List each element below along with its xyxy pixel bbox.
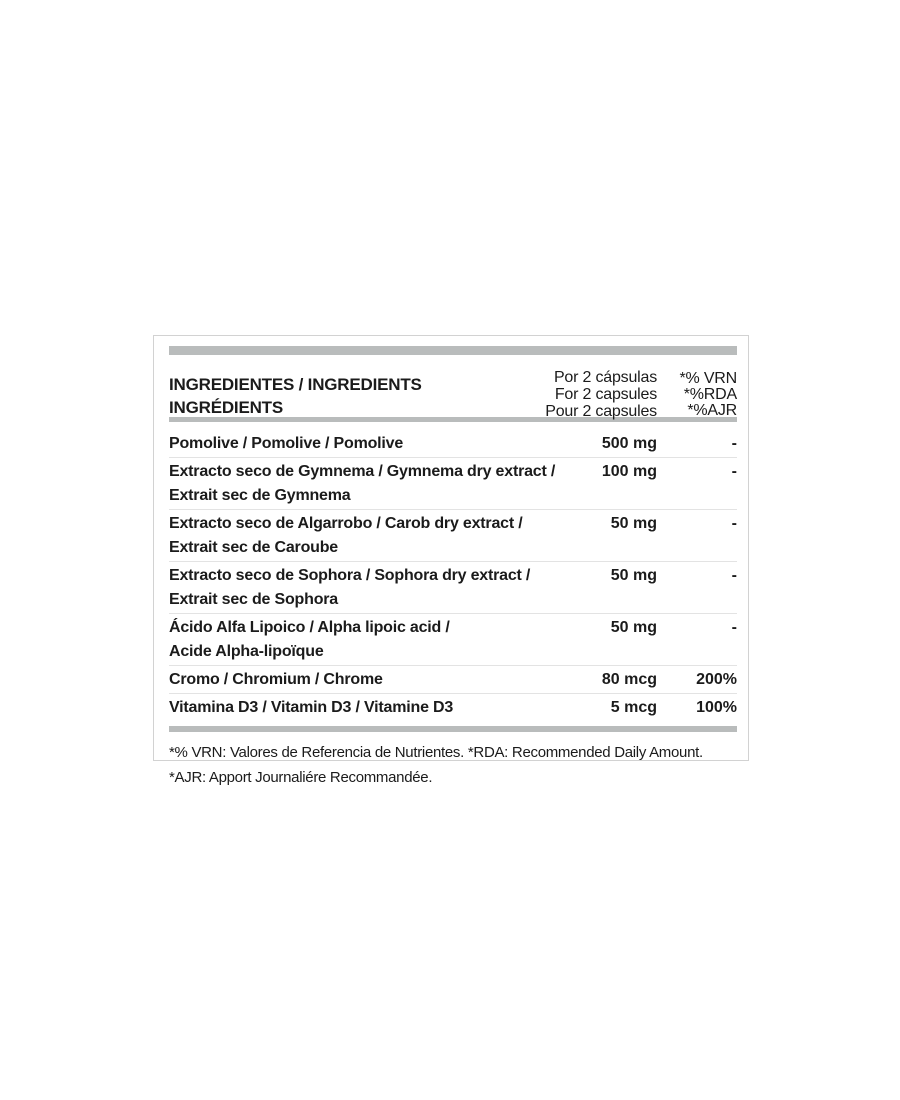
ingredient-name <box>169 564 589 612</box>
ingredient-name-line1: Extracto seco de Gymnema / Gymnema dry extract / <box>169 463 556 480</box>
ingredient-quantity: 500 mg <box>601 435 657 452</box>
ingredient-name-line1: Extracto seco de Sophora / Sophora dry extract / <box>169 567 531 584</box>
ingredient-percent: 200% <box>696 671 737 688</box>
ingredient-quantity: 80 mcg <box>601 671 657 688</box>
table-body <box>169 422 737 721</box>
ingredient-name <box>169 512 589 560</box>
ingredient-name <box>169 460 589 508</box>
ingredient-percent: - <box>731 619 737 636</box>
ingredient-percent: 100% <box>696 699 737 716</box>
ingredient-name-line1: Vitamina D3 / Vitamin D3 / Vitamine D3 <box>169 699 454 716</box>
top-divider <box>169 346 737 355</box>
table-row <box>169 510 737 562</box>
header-pct-line3: *%AJR <box>687 402 737 419</box>
table-row <box>169 430 737 458</box>
ingredient-name <box>169 432 589 456</box>
ingredient-percent: - <box>731 435 737 452</box>
header-percent <box>680 371 737 419</box>
ingredient-quantity: 50 mg <box>610 515 657 532</box>
ingredient-quantity: 5 mcg <box>610 699 657 716</box>
ingredient-name-line2: Extrait sec de Sophora <box>169 591 338 608</box>
ingredient-name-line1: Extracto seco de Algarrobo / Carob dry extract / <box>169 515 523 532</box>
header-title-line2: INGRÉDIENTS <box>169 398 283 417</box>
header-pct-line2: *%RDA <box>683 386 737 403</box>
ingredient-name <box>169 696 589 720</box>
ingredient-name-line1: Cromo / Chromium / Chrome <box>169 671 383 688</box>
header-title <box>169 373 422 419</box>
ingredient-name-line2: Extrait sec de Caroube <box>169 539 338 556</box>
header-qty-line2: For 2 capsules <box>554 386 657 403</box>
ingredient-name <box>169 668 589 692</box>
header-qty-line1: Por 2 cápsulas <box>553 369 657 386</box>
footnote-line2: *AJR: Apport Journaliére Recommandée. <box>169 769 433 786</box>
table-row <box>169 666 737 694</box>
ingredient-percent: - <box>731 567 737 584</box>
ingredient-name-line1: Pomolive / Pomolive / Pomolive <box>169 435 404 452</box>
header-title-line1: INGREDIENTES / INGREDIENTS <box>169 375 422 394</box>
ingredient-quantity: 50 mg <box>610 567 657 584</box>
table-header <box>169 355 737 420</box>
footnote-line1: *% VRN: Valores de Referencia de Nutrientes. *RDA: Recommended Daily Amount. <box>169 744 703 761</box>
ingredient-quantity: 50 mg <box>610 619 657 636</box>
ingredients-table <box>169 346 737 790</box>
table-row <box>169 562 737 614</box>
bottom-divider <box>169 726 737 732</box>
header-pct-line1: *% VRN <box>679 370 737 387</box>
header-quantity <box>545 369 657 420</box>
footnotes <box>169 740 737 790</box>
header-qty-line3: Pour 2 capsules <box>545 403 657 420</box>
ingredient-percent: - <box>731 515 737 532</box>
table-row <box>169 614 737 666</box>
ingredient-name-line2: Extrait sec de Gymnema <box>169 487 351 504</box>
table-row <box>169 458 737 510</box>
ingredients-table-panel <box>153 335 749 786</box>
ingredient-name <box>169 616 589 664</box>
ingredient-percent: - <box>731 463 737 480</box>
table-row <box>169 694 737 721</box>
ingredient-name-line2: Acide Alpha-lipoïque <box>169 643 324 660</box>
ingredient-quantity: 100 mg <box>601 463 657 480</box>
ingredient-name-line1: Ácido Alfa Lipoico / Alpha lipoic acid / <box>169 619 450 636</box>
